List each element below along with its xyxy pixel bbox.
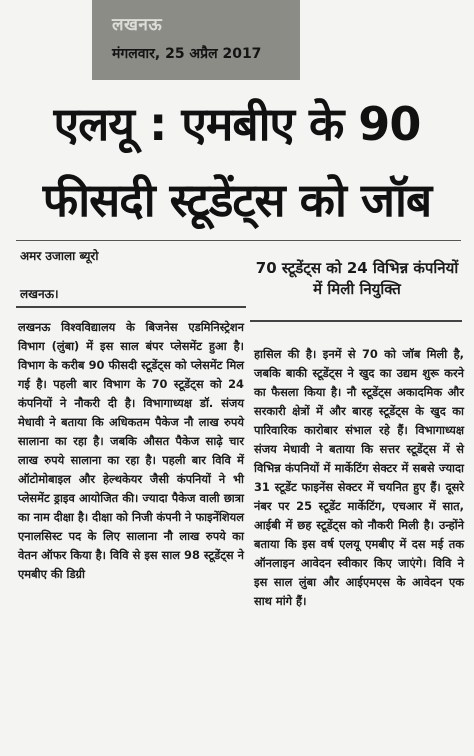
headline xyxy=(0,86,474,238)
dateline-box xyxy=(92,0,300,80)
dateline-city: लखनऊ xyxy=(112,15,163,35)
headline-line-2: फीसदी स्टूडेंट्स को जॉब xyxy=(42,173,432,227)
article-column-left: लखनऊ विश्वविद्यालय के बिजनेस एडमिनिस्ट्रेशन विभाग (लुंबा) में इस साल बंपर प्लेसमेंट हुआ है। विभाग के करीब 90 फीसदी स्टूडेंट्स को प्लेसमेंट मिल गई है। पहली बार विभाग के 70 स्टूडेंट्स को 24 कंपनियों ने नौकरी दी है। विभागाध्यक्ष डॉ. संजय मेधावी ने बताया कि अधिकतम पैकेज नौ लाख रुपये सालाना का रहा है। जबकि औसत पैकेज साढ़े चार लाख रुपये सालाना का रहा है। पहली बार विवि में ऑटोमोबाइल और हेल्थकेयर जैसी कंपनियों ने भी प्लेसमेंट ड्राइव आयोजित की। ज्यादा पैकेज वाली छात्रा का नाम दीक्षा है। दीक्षा को निजी कंपनी ने फाइनेंशियल एनालसिस्ट पद के लिए सालाना नौ लाख रुपये का वेतन ऑफर किया है। विवि से इस साल 98 स्टूडेंट्स ने एमबीए की डिग्री xyxy=(18,320,244,581)
headline-line-1: एलयू : एमबीए के 90 xyxy=(53,97,421,151)
subheadline: 70 स्टूडेंट्स को 24 विभिन्न कंपनियों में मिली नियुक्ति xyxy=(255,259,459,298)
dateline-date: मंगलवार, 25 अप्रैल 2017 xyxy=(112,46,262,62)
dateline-place: लखनऊ। xyxy=(20,287,59,301)
byline: अमर उजाला ब्यूरो xyxy=(20,249,99,263)
right-column-divider xyxy=(250,320,462,322)
headline-divider xyxy=(16,240,461,241)
article-column-right: हासिल की है। इनमें से 70 को जॉब मिली है, जबकि बाकी स्टूडेंट्स ने खुद का उद्यम शुरू करने का फैसला किया है। नौ स्टूडेंट्स अकादमिक और सरकारी क्षेत्रों में और बारह स्टूडेंट्स के खुद का पारिवारिक कारोबार संभाल रहे हैं। विभागाध्यक्ष संजय मेधावी ने बताया कि सत्तर स्टूडेंट्स में से विभिन्न कंपनियों में मार्केटिंग सेक्टर में सबसे ज्यादा 31 स्टूडेंट फाइनेंस सेक्टर में चयनित हुए हैं। दूसरे नंबर पर 25 स्टूडेंट मार्केटिंग, एचआर में सात, आईबी में छह स्टूडेंट्स को नौकरी मिली है। उन्होंने बताया कि इस वर्ष एलयू एमबीए में दस मई तक ऑनलाइन आवेदन स्वीकार किए जाएंगे। विवि ने इस साल लुंबा और आईएमएस के आवेदन एक साथ मांगे हैं। xyxy=(254,347,464,608)
left-column-divider xyxy=(16,306,246,308)
